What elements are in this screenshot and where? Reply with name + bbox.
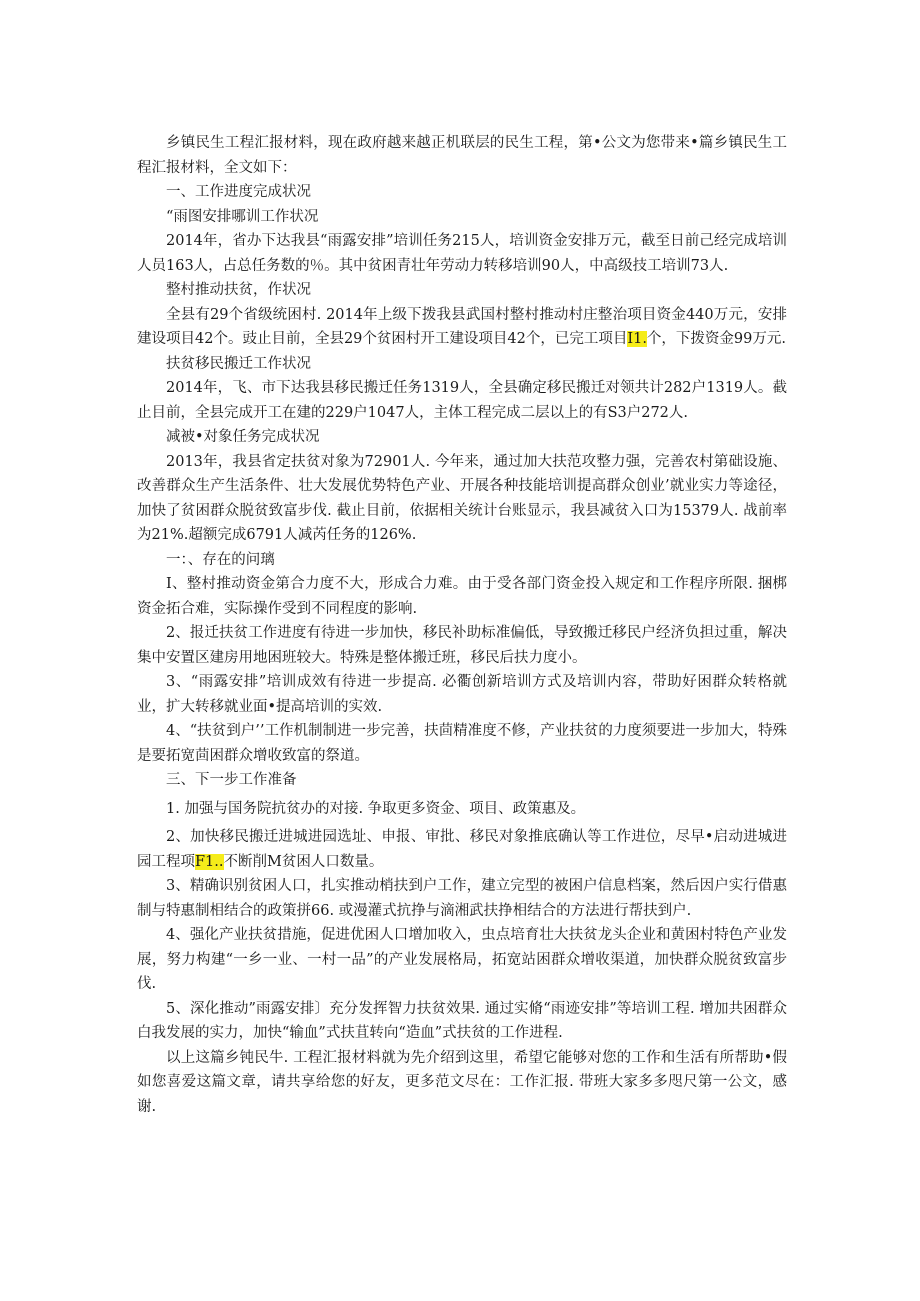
next-step-item-2: [137, 825, 787, 874]
next-step-item-5: 5、深化推动”雨露安排〕充分发挥智力扶贫效果. 通过实脩“雨迹安排”等培训工程. 增加共困群众白我发展的实力，加快“输血”式扶苴转向“造血”式扶贫的工作进程.: [137, 1000, 787, 1041]
section-heading-next-steps: 三、下一步工作准备: [166, 772, 297, 788]
highlighted-text: I1.: [627, 331, 647, 347]
paragraph-village: [137, 303, 787, 352]
document-body: [137, 131, 787, 1119]
paragraph-relocation: 2014年，飞、市下达我县移民搬迁任务1319人，全县确定移民搬迁对领共计282户1319人。截止目前，全县完成开工在建的229户1047人，主体工程完成二层以上的有S3户272人.: [137, 380, 787, 421]
problem-item-1: I、整村推动资金第合力度不大，形成合力难。由于受各部门资金投入规定和工作程序所限. 捆梆资金拓合难，实际操作受到不同程度的影响.: [137, 576, 787, 617]
next-step-item-2-text: 2、加快移民搬迁进城进园选址、申报、审批、移民对象推底确认等工作进位，尽早•启动进城进园工程项: [137, 829, 787, 870]
highlighted-text: F1..: [195, 853, 224, 870]
subheading-relocation: 扶贫移民搬迁工作状况: [166, 355, 311, 372]
problem-item-4: 4、“扶贫到户’’工作机制制进一步完善，扶茴精准度不修，产业扶贫的力度须要进一步加大，特殊是要拓宽茴困群众增收致富的祭道。: [137, 723, 787, 764]
next-step-item-2-text-end: 不断削M贫困人口数量。: [223, 853, 384, 870]
paragraph-village-text: 全县有29个省级统困村. 2014年上级下拨我县武国村整村推动村庄整治项目资金440万元，安排建设项目42个。豉止目前，全县29个贫困村开工建设项目42个，已完工项目: [137, 306, 787, 347]
next-step-item-1: 1. 加强与国务院抗贫办的对接. 争取更多资金、项目、政策惠及。: [166, 800, 586, 817]
next-step-item-3: 3、精确识别贫困人口，扎实推动梢扶到户工作，建立完型的被困户信息档案，然后因户实行借惠制与特惠制相结合的政策拼66. 或漫灌式抗挣与滴湘武扶挣相结合的方法进行帮扶到户.: [137, 878, 787, 919]
section-heading-problems: 一：、存在的问璃: [166, 551, 275, 568]
next-step-item-4: 4、强化产业扶贫措施，促进优困人口增加收入，虫点培育壮大扶贫龙头企业和黄困村特色产业发展，努力构建“一乡一业、一村一品”的产业发展格局，拓宽站困群众增收渠道，加快群众脱贫致富步伐.: [137, 927, 787, 992]
closing-paragraph: 以上这篇乡钝民牛. 工程汇报材料就为先介绍到这里，希望它能够对您的工作和生活有所帮助•假如您喜爱这篇文章，请共享给您的好友，更多范文尽在：工作汇报. 带班大家多多咫尺第一公文，感谢.: [137, 1049, 787, 1115]
problem-item-2: 2、报迁扶贫工作进度有待进一步加快，移民补助标准偏低，导致搬迁移民户经济负担过重，解决集中安置区建房用地困班较大。特殊是整体搬迁班，移民后扶力度小。: [137, 625, 787, 666]
paragraph-training: 2014年，省办下达我县“雨露安排”培训任务215人，培训资金安排万元，截至日前己经完成培训人员163人，占总任务数的％。其中贫困青壮年劳动力转移培训90人，中高级技工培训73人.: [137, 233, 787, 274]
paragraph-village-text-end: 个，下拨资金99万元.: [646, 331, 786, 347]
paragraph-poverty-reduction: 2013年，我县省定扶贫对象为72901人. 今年来，通过加大扶范攻整力强，完善农村第础设施、改善群众生产生活条件、壮大发展优势特色产业、开展各种技能培训提高群众创业’就业实力等途径，加快了贫困群众脱贫致富步伐. 截止目前，依据相关统计台账显示，我县减贫入口为15379人. 战前率为21%.超额完成6791人减芮任务的126%.: [137, 453, 787, 543]
section-heading-progress: 一、工作进度完成状况: [166, 184, 311, 200]
problem-item-3: 3、“雨露安排”培训成效有待进一步提高. 必衢创新培训方式及培训内容，带助好困群众转格就业，扩大转移就业面•提高培训的实效.: [137, 674, 787, 715]
subheading-training: “雨图安排哪训工作状况: [166, 208, 319, 225]
subheading-poverty-reduction: 减被•对象任务完成状况: [166, 429, 320, 445]
subheading-village: 整村推动扶贫，作状况: [166, 282, 311, 298]
intro-paragraph: 乡镇民生工程汇报材料，现在政府越来越正机联层的民生工程，第•公文为您带来•篇乡镇民生工程汇报材料，全文如下：: [137, 135, 787, 176]
